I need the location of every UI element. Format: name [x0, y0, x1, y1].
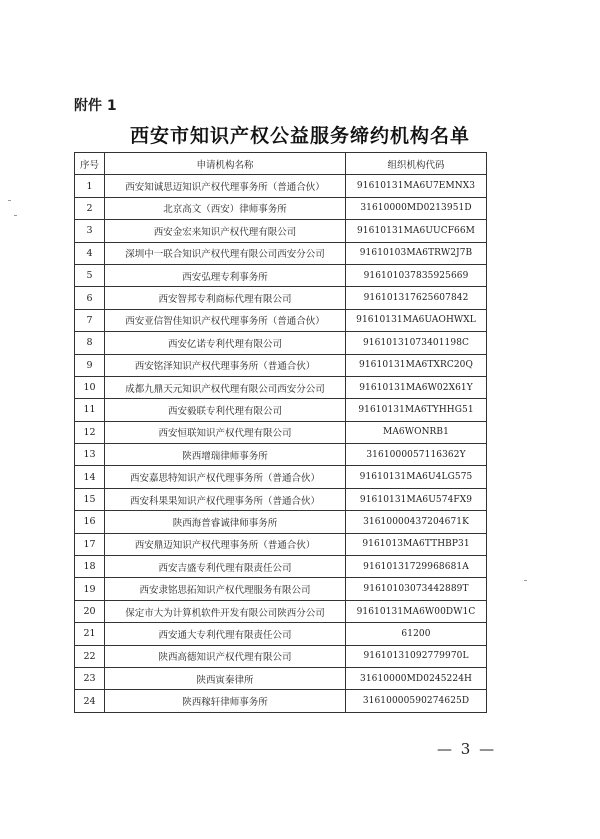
table-row	[75, 488, 487, 510]
row-org-code: 31610000MD0245224H	[346, 667, 487, 689]
row-org-code: 916101317625607842	[346, 287, 487, 309]
row-index: 12	[75, 421, 105, 443]
row-institution-name: 西安吉盛专利代理有限责任公司	[105, 556, 346, 578]
document-title: 西安市知识产权公益服务缔约机构名单	[129, 125, 470, 147]
row-org-code: 91610103MA6TRW2J7B	[346, 242, 487, 264]
row-index: 22	[75, 645, 105, 667]
institution-table	[74, 152, 487, 713]
row-org-code: 91610131MA6UAOHWXL	[346, 309, 487, 331]
row-org-code: 91610131MA6UUCF66M	[346, 220, 487, 242]
table-row	[75, 264, 487, 286]
row-institution-name: 西安亿诺专利代理有限公司	[105, 332, 346, 354]
row-index: 8	[75, 332, 105, 354]
row-org-code: 61200	[346, 623, 487, 645]
attachment-label: 附件 1	[74, 98, 117, 114]
row-institution-name: 陕西海普睿诚律师事务所	[105, 511, 346, 533]
row-index: 6	[75, 287, 105, 309]
row-org-code: 916101037835925669	[346, 264, 487, 286]
row-institution-name: 陕西高德知识产权代理有限公司	[105, 645, 346, 667]
row-index: 14	[75, 466, 105, 488]
row-org-code: 91610131073401198C	[346, 332, 487, 354]
row-org-code: 91610131MA6U4LG575	[346, 466, 487, 488]
row-index: 19	[75, 578, 105, 600]
row-index: 15	[75, 488, 105, 510]
row-institution-name: 成都九鼎天元知识产权代理有限公司西安分公司	[105, 376, 346, 398]
row-institution-name: 陕西寅秦律所	[105, 667, 346, 689]
row-index: 11	[75, 399, 105, 421]
table-row	[75, 623, 487, 645]
table-row	[75, 511, 487, 533]
row-institution-name: 陕西增瑞律师事务所	[105, 444, 346, 466]
row-index: 3	[75, 220, 105, 242]
row-org-code: 31610000MD0213951D	[346, 197, 487, 219]
header-org-code: 组织机构代码	[346, 153, 487, 175]
table-header-row	[75, 153, 487, 175]
row-org-code: 31610000590274625D	[346, 690, 487, 712]
header-index: 序号	[75, 153, 105, 175]
row-index: 2	[75, 197, 105, 219]
row-index: 7	[75, 309, 105, 331]
row-institution-name: 西安嘉思特知识产权代理事务所（普通合伙）	[105, 466, 346, 488]
row-org-code: 91610131MA6TXRC20Q	[346, 354, 487, 376]
header-institution-name: 申请机构名称	[105, 153, 346, 175]
row-org-code: MA6WONRB1	[346, 421, 487, 443]
row-index: 13	[75, 444, 105, 466]
row-index: 21	[75, 623, 105, 645]
table-row	[75, 332, 487, 354]
page-number: — 3 —	[437, 740, 497, 758]
row-institution-name: 北京高文（西安）律师事务所	[105, 197, 346, 219]
table-row	[75, 556, 487, 578]
row-institution-name: 西安金宏来知识产权代理有限公司	[105, 220, 346, 242]
table-row	[75, 466, 487, 488]
row-institution-name: 西安通大专利代理有限责任公司	[105, 623, 346, 645]
row-org-code: 91610131092779970L	[346, 645, 487, 667]
row-index: 4	[75, 242, 105, 264]
row-institution-name: 西安科果果知识产权代理事务所（普通合伙）	[105, 488, 346, 510]
row-institution-name: 西安隶铭思拓知识产权代理服务有限公司	[105, 578, 346, 600]
row-index: 1	[75, 175, 105, 197]
row-institution-name: 陕西稼轩律师事务所	[105, 690, 346, 712]
row-institution-name: 深圳中一联合知识产权代理有限公司西安分公司	[105, 242, 346, 264]
row-institution-name: 西安智邦专利商标代理有限公司	[105, 287, 346, 309]
table-row	[75, 533, 487, 555]
table-row	[75, 309, 487, 331]
row-index: 9	[75, 354, 105, 376]
scan-speck	[14, 215, 17, 216]
row-institution-name: 保定市大为计算机软件开发有限公司陕西分公司	[105, 600, 346, 622]
row-index: 16	[75, 511, 105, 533]
row-index: 17	[75, 533, 105, 555]
row-institution-name: 西安知诚思迈知识产权代理事务所（普通合伙）	[105, 175, 346, 197]
table-row	[75, 376, 487, 398]
table-row	[75, 220, 487, 242]
row-index: 10	[75, 376, 105, 398]
table-row	[75, 690, 487, 712]
row-org-code: 91610131MA6U7EMNX3	[346, 175, 487, 197]
table-row	[75, 444, 487, 466]
table-row	[75, 600, 487, 622]
row-org-code: 9161013MA6TTHBP31	[346, 533, 487, 555]
row-org-code: 31610000437204671K	[346, 511, 487, 533]
row-index: 24	[75, 690, 105, 712]
table-row	[75, 578, 487, 600]
row-institution-name: 西安毅联专利代理有限公司	[105, 399, 346, 421]
row-institution-name: 西安亚信智佳知识产权代理事务所（普通合伙）	[105, 309, 346, 331]
table-row	[75, 399, 487, 421]
row-index: 23	[75, 667, 105, 689]
row-org-code: 91610131MA6W02X61Y	[346, 376, 487, 398]
row-institution-name: 西安恒联知识产权代理有限公司	[105, 421, 346, 443]
scan-speck	[524, 580, 527, 581]
table-row	[75, 421, 487, 443]
table-row	[75, 197, 487, 219]
table-row	[75, 645, 487, 667]
row-institution-name: 西安弘理专利事务所	[105, 264, 346, 286]
table-row	[75, 175, 487, 197]
row-org-code: 91610131MA6W00DW1C	[346, 600, 487, 622]
row-org-code: 3161000057116362Y	[346, 444, 487, 466]
row-institution-name: 西安铭泽知识产权代理事务所（普通合伙）	[105, 354, 346, 376]
row-index: 18	[75, 556, 105, 578]
row-org-code: 91610131MA6TYHHG51	[346, 399, 487, 421]
row-institution-name: 西安鼎迈知识产权代理事务所（普通合伙）	[105, 533, 346, 555]
table-row	[75, 354, 487, 376]
row-org-code: 91610131MA6U574FX9	[346, 488, 487, 510]
row-org-code: 91610131729968681A	[346, 556, 487, 578]
table-row	[75, 242, 487, 264]
table-row	[75, 287, 487, 309]
row-index: 5	[75, 264, 105, 286]
row-org-code: 91610103073442889T	[346, 578, 487, 600]
table-row	[75, 667, 487, 689]
row-index: 20	[75, 600, 105, 622]
scan-speck	[8, 200, 11, 201]
